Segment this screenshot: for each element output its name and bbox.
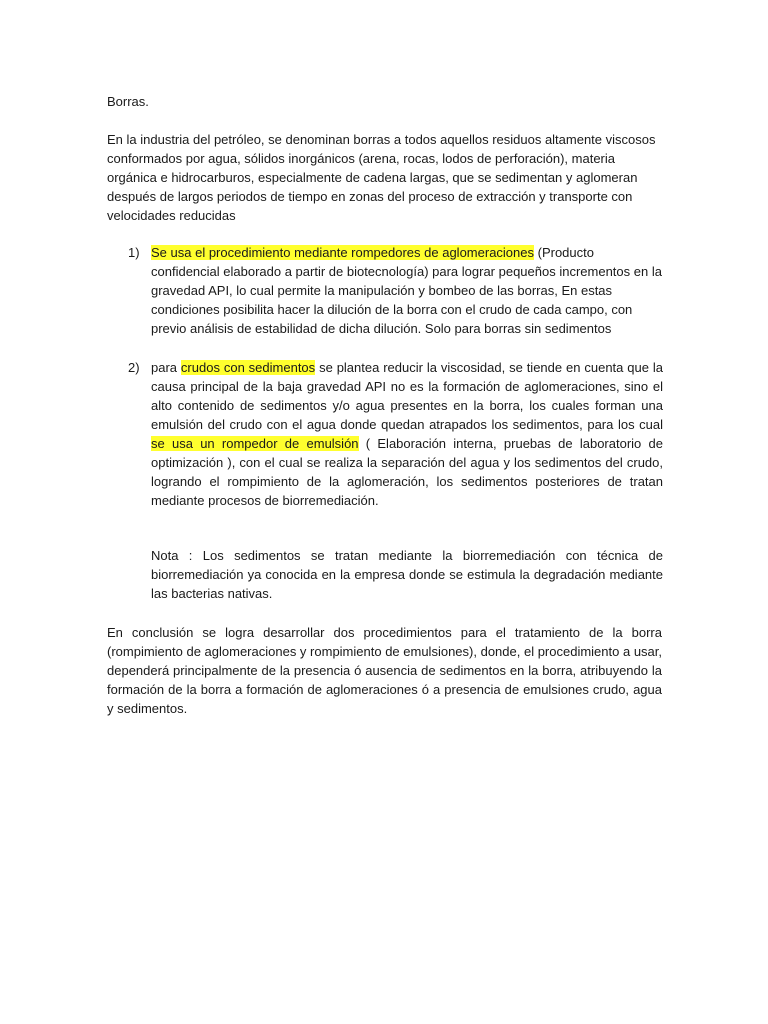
list-item-2-middle: se plantea reducir la viscosidad, se tiende en cuenta que la causa principal de la baja gravedad API no es la formación de aglomeraciones, sino el alto contenido de sedimentos y/o agua presentes en la borra, los cuales forman una emulsión del crudo con el agua donde quedan atrapados los sedimentos, para los cual bbox=[151, 360, 663, 432]
conclusion-paragraph: En conclusión se logra desarrollar dos procedimientos para el tratamiento de la borra (rompimiento de aglomeraciones y rompimiento de emulsiones), donde, el procedimiento a usar, dependerá principalmente de la presencia ó ausencia de sedimentos en la borra, atribuyendo la formación de la borra a formación de aglomeraciones ó a presencia de emulsiones crudo, agua y sedimentos. bbox=[107, 625, 662, 716]
note-paragraph: Nota : Los sedimentos se tratan mediante la biorremediación con técnica de biorremediación ya conocida en la empresa donde se estimula la degradación mediante las bacterias nativas. bbox=[151, 548, 663, 601]
list-item-1-rest: (Producto confidencial elaborado a partir de biotecnología) para lograr pequeños incrementos en la gravedad API, lo cual permite la manipulación y bombeo de las borras, En estas condiciones posibilita hacer la dilución de la borra con el crudo de cada campo, con previo análisis de estabilidad de dicha dilución. Solo para borras sin sedimentos bbox=[151, 245, 662, 336]
list-item-1-text bbox=[151, 243, 663, 338]
document-title: Borras. bbox=[107, 94, 149, 109]
list-number-2: 2) bbox=[128, 360, 140, 375]
list-item-2-text bbox=[151, 358, 663, 510]
highlighted-text: Se usa el procedimiento mediante rompedores de aglomeraciones bbox=[151, 245, 534, 260]
highlighted-text: se usa un rompedor de emulsión bbox=[151, 436, 359, 451]
highlighted-text: crudos con sedimentos bbox=[180, 360, 316, 375]
intro-paragraph: En la industria del petróleo, se denominan borras a todos aquellos residuos altamente viscosos conformados por agua, sólidos inorgánicos (arena, rocas, lodos de perforación), materia orgánica e hidrocarburos, especialmente de cadena largas, que se sedimentan y aglomeran después de largos periodos de tiempo en zonas del proceso de extracción y transporte con velocidades reducidas bbox=[107, 132, 656, 223]
list-item-2-rest: ( Elaboración interna, pruebas de laboratorio de optimización ), con el cual se realiza la separación del agua y los sedimentos del crudo, logrando el rompimiento de la aglomeración, los sedimentos posteriores de tratan mediante procesos de biorremediación. bbox=[151, 436, 663, 508]
list-item-2-lead: para bbox=[151, 360, 181, 375]
list-number-1: 1) bbox=[128, 245, 140, 260]
